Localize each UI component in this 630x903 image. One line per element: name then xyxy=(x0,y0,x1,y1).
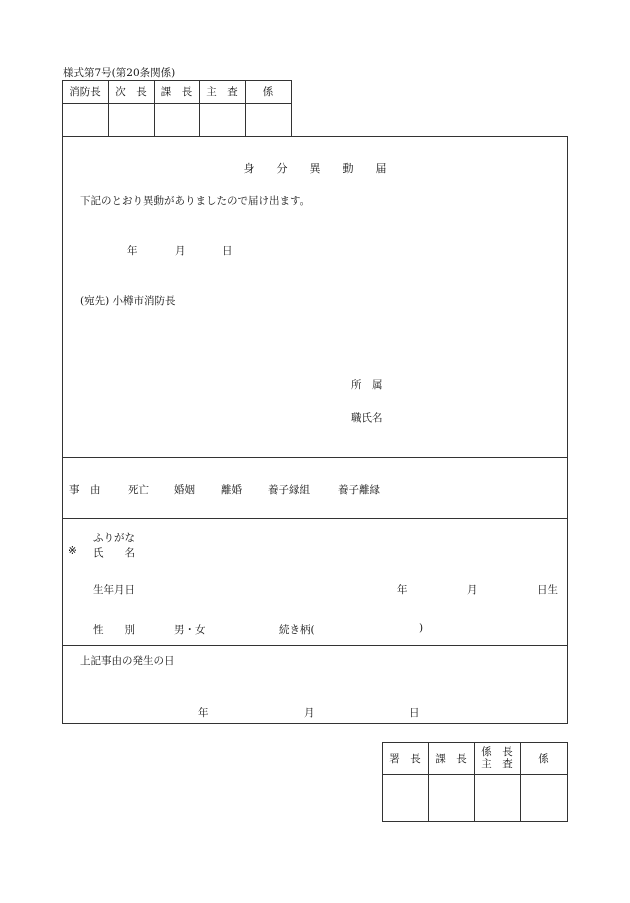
occurrence-label: 上記事由の発生の日 xyxy=(80,655,175,667)
relation-label: 続き柄( xyxy=(279,624,315,636)
intro-text: 下記のとおり異動がありましたので届け出ます。 xyxy=(80,195,311,207)
gender-label: 性 別 xyxy=(93,624,135,636)
reason-option-death: 死亡 xyxy=(128,484,149,496)
reason-label: 事 由 xyxy=(69,484,101,496)
birth-month: 月 xyxy=(467,584,478,596)
occurrence-day: 日 xyxy=(409,707,420,719)
bottom-stamp-header-chief: 係 長 xyxy=(481,746,513,758)
top-stamp-header-fire-chief: 消防長 xyxy=(69,86,101,98)
top-stamp-header-deputy-chief: 次 長 xyxy=(115,86,147,98)
reason-option-divorce: 離婚 xyxy=(221,484,242,496)
addressee: (宛先) 小樽市消防長 xyxy=(80,295,176,307)
occurrence-month: 月 xyxy=(304,707,315,719)
name-label: 氏 名 xyxy=(93,547,135,559)
birth-date-label: 生年月日 xyxy=(93,584,135,596)
date-day: 日 xyxy=(222,245,233,257)
gender-options: 男・女 xyxy=(174,624,206,636)
bottom-stamp-header-section-chief: 課 長 xyxy=(435,752,467,765)
bottom-stamp-header-inspector: 主 査 xyxy=(481,758,513,770)
affiliation-label: 所 属 xyxy=(351,379,383,391)
birth-year: 年 xyxy=(397,584,408,596)
furigana-label: ふりがな xyxy=(93,532,135,544)
reason-option-adoption-dissolution: 養子離縁 xyxy=(338,484,380,496)
note-mark: ※ xyxy=(68,545,77,557)
top-stamp-header-section-chief: 課 長 xyxy=(160,86,193,98)
job-name-label: 職氏名 xyxy=(351,412,383,424)
form-number: 様式第7号(第20条関係) xyxy=(63,67,176,79)
occurrence-year: 年 xyxy=(198,707,209,719)
date-month: 月 xyxy=(175,245,186,257)
bottom-stamp-header-station-chief: 署 長 xyxy=(389,752,421,765)
reason-option-marriage: 婚姻 xyxy=(174,484,195,496)
birth-day: 日生 xyxy=(537,584,558,596)
bottom-stamp-header-staff: 係 xyxy=(538,752,549,765)
bottom-stamp-header-chief-inspector xyxy=(474,742,520,774)
top-stamp-header-inspector: 主 査 xyxy=(206,86,238,98)
relation-close: ) xyxy=(419,622,424,634)
form-title: 身 分 異 動 届 xyxy=(243,162,387,175)
top-stamp-header-staff: 係 xyxy=(262,86,274,98)
date-year: 年 xyxy=(127,245,138,257)
reason-option-adoption: 養子縁組 xyxy=(268,484,310,496)
